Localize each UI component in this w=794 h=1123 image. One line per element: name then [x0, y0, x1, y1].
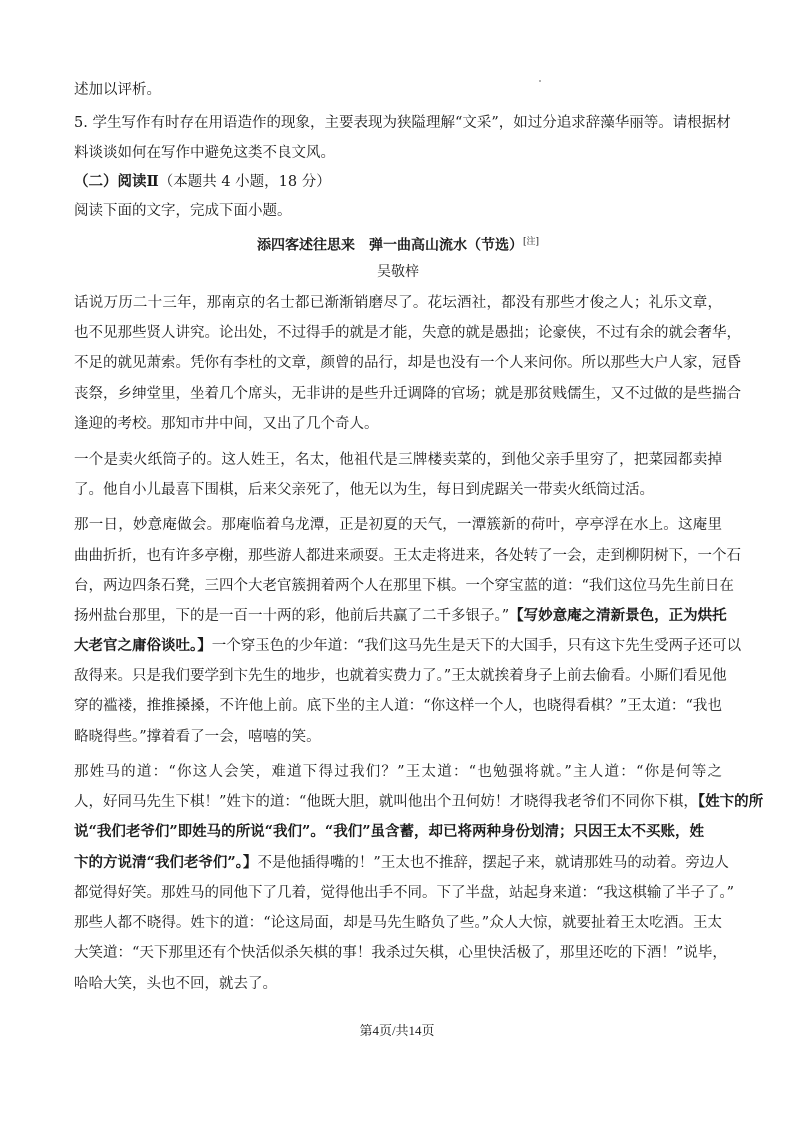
body-line: 一个是卖火纸筒子的。这人姓王，名太，他祖代是三牌楼卖菜的，到他父亲手里穷了，把菜园都卖掉 [74, 452, 722, 468]
question-5-line-1: 5. 学生写作有时存在用语造作的现象，主要表现为狭隘理解“文采”，如过分追求辞藻华丽等。请根据材 [74, 115, 731, 131]
commentary-note: 【写妙意庵之清新景色，正为烘托 [509, 607, 727, 624]
body-text: 不是他插得嘴的！”王太也不推辞，摆起子来，就请那姓马的动着。旁边人 [257, 855, 729, 871]
body-text: 人，好同马先生下棋！”姓卞的道：“他既大胆，就叫他出个丑何妨！才晓得我老爷们不同你下棋， [74, 794, 698, 810]
body-line [74, 636, 742, 656]
body-line: 台，两边四条石凳，三四个大老官簇拥着两个人在那里下棋。一个穿宝蓝的道：“我们这位马先生前日在 [74, 578, 734, 594]
page-number: 第4页/共14页 [359, 1023, 435, 1038]
section-score: （本题共 4 小题，18 分） [158, 174, 331, 190]
section-heading [74, 172, 722, 192]
body-text: 一个穿玉色的少年道：“我们这马先生是天下的大国手，只有这卞先生受两子还可以 [211, 638, 742, 654]
article-title [74, 232, 722, 256]
body-line [74, 853, 729, 873]
body-line: 那姓马的道：“你这人会笑，难道下得过我们？”王太道：“也勉强将就。”主人道：“你是何等之 [74, 764, 722, 780]
text-line: 述加以评析。 [74, 82, 161, 98]
body-line: 逢迎的考校。那知市井中间，又出了几个奇人。 [74, 416, 379, 432]
body-line: 那一日，妙意庵做会。那庵临着乌龙潭，正是初夏的天气，一潭簇新的荷叶，亭亭浮在水上。这庵里 [74, 517, 722, 533]
instruction: 阅读下面的文字，完成下面小题。 [74, 203, 292, 219]
body-line: 略晓得些。”撑着看了一会，嘻嘻的笑。 [74, 729, 321, 745]
body-text: 扬州盐台那里，下的是一百一十两的彩，他前后共赢了二千多银子。” [74, 608, 510, 624]
commentary-line: 说“我们老爷们”即姓马的所说“我们”。“我们”虽含蓄，却已将两种身份划清；只因王太不买账，姓 [74, 823, 705, 840]
title-note: [注] [522, 237, 540, 247]
article-title-text: 添四客述往思来 弹一曲高山流水（节选） [256, 237, 523, 254]
body-line: 丧祭，乡绅堂里，坐着几个席头，无非讲的是些升迁调降的官场；就是那贫贱儒生，又不过做的是些揣合 [74, 386, 741, 402]
body-line: 曲曲折折，也有许多亭榭，那些游人都进来顽耍。王太走将进来，各处转了一会，走到柳阴树下，一个石 [74, 548, 741, 564]
section-label: （二）阅读Ⅱ [74, 173, 159, 190]
body-line: 那些人都不晓得。姓卞的道：“论这局面，却是马先生略负了些。”众人大惊，就要扯着王太吃酒。王太 [74, 915, 722, 931]
body-line: 都觉得好笑。那姓马的同他下了几着，觉得他出手不同。下了半盘，站起身来道：“我这棋输了半子了。” [74, 885, 735, 901]
body-line: 大笑道：“天下那里还有个快活似杀矢棋的事！我杀过矢棋，心里快活极了，那里还吃的下酒！”说毕， [74, 945, 727, 961]
question-5-line-2: 料谈谈如何在写作中避免这类不良文风。 [74, 145, 335, 161]
body-line: 哈哈大笑，头也不回，就去了。 [74, 976, 277, 992]
commentary-note: 大老官之庸俗谈吐。】 [74, 637, 212, 654]
body-line: 话说万历二十三年，那南京的名士都已渐渐销磨尽了。花坛酒社，都没有那些才俊之人；礼乐文章， [74, 295, 722, 311]
commentary-note: 【姓卞的所 [697, 793, 764, 810]
body-line: 敌得来。只是我们要学到卞先生的地步，也就着实费力了。”王太就挨着身子上前去偷看。小厮们看见他 [74, 668, 727, 684]
commentary-note: 卞的方说清“我们老爷们”。】 [74, 854, 258, 871]
body-line: 穿的褴褛，推推搡搡，不许他上前。底下坐的主人道：“你这样一个人，也晓得看棋？”王太道：“我也 [74, 698, 722, 714]
body-line: 不足的就见萧索。凭你有李杜的文章，颜曾的品行，却是也没有一个人来问你。所以那些大户人家，冠昏 [74, 355, 741, 371]
article-author: 吴敬梓 [377, 264, 419, 280]
body-line: 也不见那些贤人讲究。论出处，不过得手的就是才能，失意的就是愚拙；论豪侠，不过有余的就会奢华， [74, 325, 741, 341]
body-line [74, 606, 727, 626]
body-line: 了。他自小儿最喜下围棋，后来父亲死了，他无以为生，每日到虎踞关一带卖火纸筒过活。 [74, 482, 654, 498]
body-line [74, 792, 764, 812]
